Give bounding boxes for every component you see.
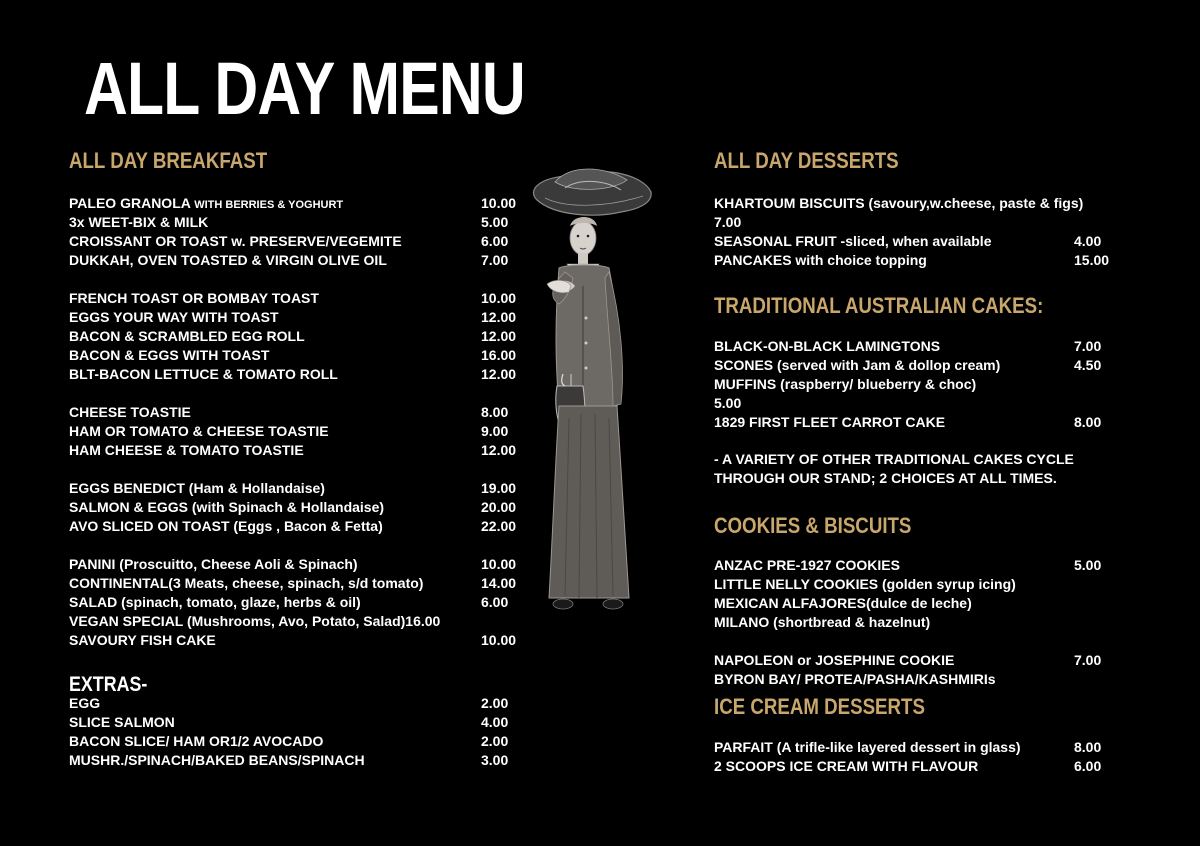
item-name: EGGS YOUR WAY WITH TOAST xyxy=(69,309,279,325)
item-name: MUFFINS (raspberry/ blueberry & choc) xyxy=(714,376,977,392)
item-price: 10.00 xyxy=(481,290,517,306)
item-name: EGG xyxy=(69,695,101,711)
item-price: 8.00 xyxy=(481,404,509,420)
breakfast-heading: ALL DAY BREAKFAST xyxy=(69,148,268,173)
item-price: 4.00 xyxy=(481,714,509,730)
cookies-heading: COOKIES & BISCUITS xyxy=(714,513,912,538)
cakes-heading: TRADITIONAL AUSTRALIAN CAKES: xyxy=(714,293,1044,318)
item-name: MILANO (shortbread & hazelnut) xyxy=(714,614,931,630)
item-name: ANZAC PRE-1927 COOKIES xyxy=(714,557,900,573)
item-name: MUSHR./SPINACH/BAKED BEANS/SPINACH xyxy=(69,752,365,768)
item-name: SLICE SALMON xyxy=(69,714,175,730)
item-name: BYRON BAY/ PROTEA/PASHA/KASHMIRIs xyxy=(714,671,996,687)
item-price: 10.00 xyxy=(481,556,517,572)
item-name: PANCAKES with choice topping xyxy=(714,252,927,268)
item-name: AVO SLICED ON TOAST (Eggs , Bacon & Fetta) xyxy=(69,518,383,534)
item-name: 3x WEET-BIX & MILK xyxy=(69,214,209,230)
item-price: 10.00 xyxy=(481,632,517,648)
item-name: PANINI (Proscuitto, Cheese Aoli & Spinach) xyxy=(69,556,358,572)
item-name: 7.00 xyxy=(714,214,742,230)
extras-heading: EXTRAS- xyxy=(69,673,148,696)
item-price: 5.00 xyxy=(481,214,509,230)
item-price: 20.00 xyxy=(481,499,517,515)
item-name: MEXICAN ALFAJORES(dulce de leche) xyxy=(714,595,972,611)
cakes-note-line2: THROUGH OUR STAND; 2 CHOICES AT ALL TIMES. xyxy=(714,470,1057,486)
desserts-heading: ALL DAY DESSERTS xyxy=(714,148,899,173)
item-name: 2 SCOOPS ICE CREAM WITH FLAVOUR xyxy=(714,758,979,774)
item-name: SALAD (spinach, tomato, glaze, herbs & oil) xyxy=(69,594,361,610)
menu-title: ALL DAY MENU xyxy=(84,47,525,130)
icecream-heading: ICE CREAM DESSERTS xyxy=(714,694,925,719)
item-price: 10.00 xyxy=(481,195,517,211)
item-price: 2.00 xyxy=(481,695,509,711)
item-price: 12.00 xyxy=(481,442,517,458)
item-price: 16.00 xyxy=(481,347,517,363)
item-price: 8.00 xyxy=(1074,739,1102,755)
item-name: SALMON & EGGS (with Spinach & Hollandaise) xyxy=(69,499,385,515)
item-name: BACON & EGGS WITH TOAST xyxy=(69,347,270,363)
item-name: BACON & SCRAMBLED EGG ROLL xyxy=(69,328,305,344)
item-name: HAM OR TOMATO & CHEESE TOASTIE xyxy=(69,423,329,439)
item-price: 6.00 xyxy=(481,233,509,249)
item-price: 9.00 xyxy=(481,423,509,439)
item-price: 6.00 xyxy=(1074,758,1102,774)
item-name: CHEESE TOASTIE xyxy=(69,404,191,420)
item-price: 6.00 xyxy=(481,594,509,610)
item-name: CONTINENTAL(3 Meats, cheese, spinach, s/d tomato) xyxy=(69,575,424,591)
item-price: 4.00 xyxy=(1074,233,1102,249)
item-price: 15.00 xyxy=(1074,252,1110,268)
item-name: 5.00 xyxy=(714,395,742,411)
item-price: 5.00 xyxy=(1074,557,1102,573)
item-name: KHARTOUM BISCUITS (savoury,w.cheese, paste & figs) xyxy=(714,195,1084,211)
item-name: SCONES (served with Jam & dollop cream) xyxy=(714,357,1001,373)
item-price: 8.00 xyxy=(1074,414,1102,430)
item-name: CROISSANT OR TOAST w. PRESERVE/VEGEMITE xyxy=(69,233,402,249)
item-name: EGGS BENEDICT (Ham & Hollandaise) xyxy=(69,480,325,496)
item-price: 7.00 xyxy=(1074,338,1102,354)
cakes-note-line1: - A VARIETY OF OTHER TRADITIONAL CAKES CYCLE xyxy=(714,451,1074,467)
item-name: VEGAN SPECIAL (Mushrooms, Avo, Potato, Salad)16.00 xyxy=(69,613,441,629)
item-price: 22.00 xyxy=(481,518,517,534)
item-name: 1829 FIRST FLEET CARROT CAKE xyxy=(714,414,946,430)
item-note: WITH BERRIES & YOGHURT xyxy=(194,199,344,211)
item-name: SEASONAL FRUIT -sliced, when available xyxy=(714,233,992,249)
item-price: 7.00 xyxy=(1074,652,1102,668)
item-name: FRENCH TOAST OR BOMBAY TOAST xyxy=(69,290,319,306)
item-price: 14.00 xyxy=(481,575,517,591)
item-name: NAPOLEON or JOSEPHINE COOKIE xyxy=(714,652,955,668)
item-price: 12.00 xyxy=(481,366,517,382)
item-name: HAM CHEESE & TOMATO TOASTIE xyxy=(69,442,304,458)
item-name: PALEO GRANOLA xyxy=(69,195,191,211)
item-price: 7.00 xyxy=(481,252,509,268)
item-name: LITTLE NELLY COOKIES (golden syrup icing) xyxy=(714,576,1016,592)
item-name: DUKKAH, OVEN TOASTED & VIRGIN OLIVE OIL xyxy=(69,252,387,268)
item-name: BLACK-ON-BLACK LAMINGTONS xyxy=(714,338,941,354)
item-price: 4.50 xyxy=(1074,357,1102,373)
item-price: 2.00 xyxy=(481,733,509,749)
item-name: BLT-BACON LETTUCE & TOMATO ROLL xyxy=(69,366,338,382)
item-name: PARFAIT (A trifle-like layered dessert in glass) xyxy=(714,739,1021,755)
item-price: 12.00 xyxy=(481,328,517,344)
item-price: 12.00 xyxy=(481,309,517,325)
item-price: 19.00 xyxy=(481,480,517,496)
vintage-lady-illustration xyxy=(525,168,655,623)
item-price: 3.00 xyxy=(481,752,509,768)
item-name: BACON SLICE/ HAM OR1/2 AVOCADO xyxy=(69,733,324,749)
item-name: SAVOURY FISH CAKE xyxy=(69,632,216,648)
